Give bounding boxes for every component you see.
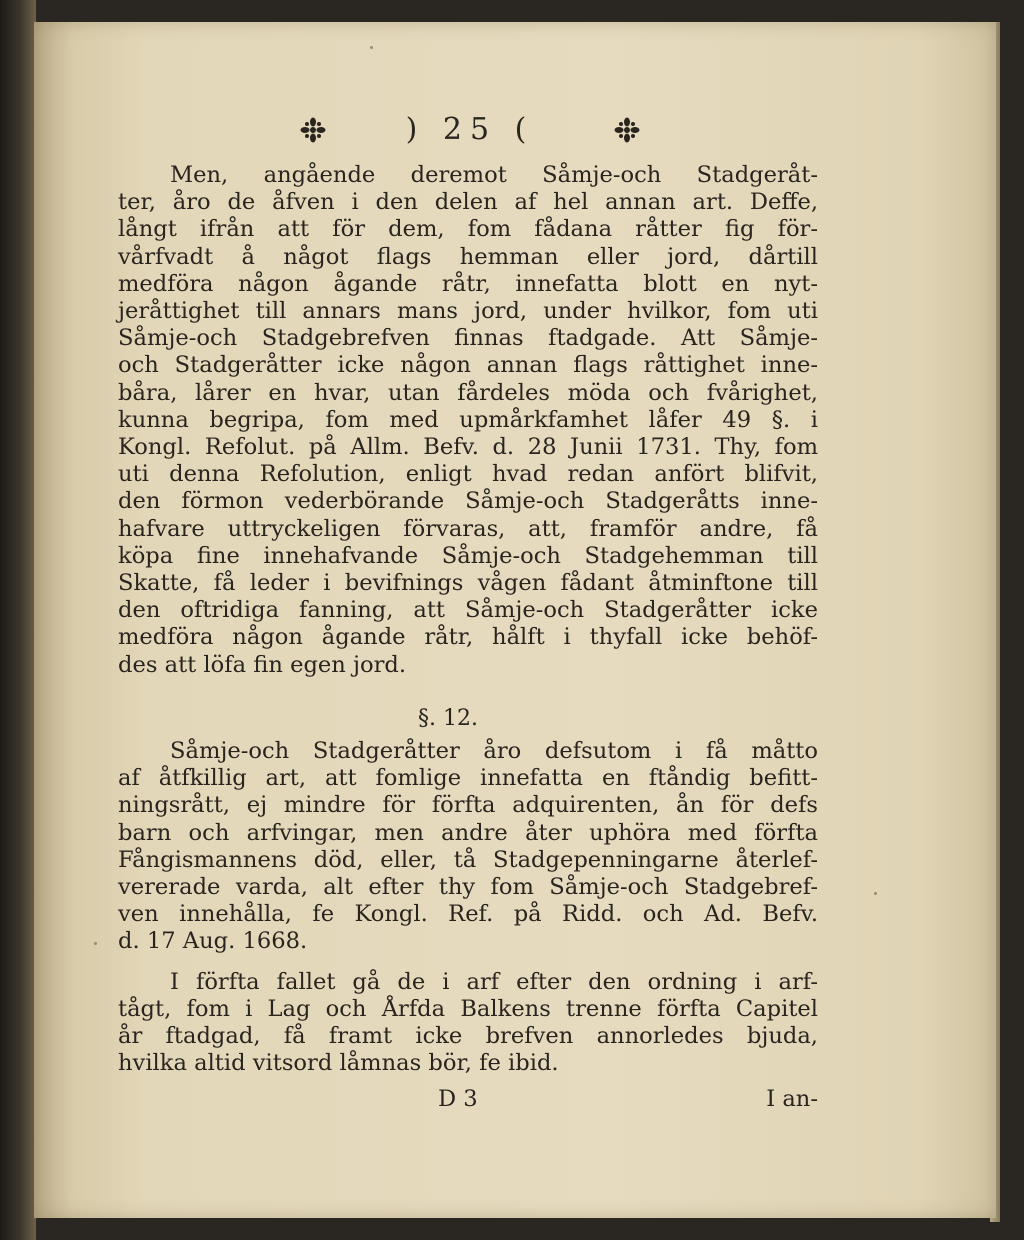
text-line: båra, lårer en hvar, utan fårdeles möda och fvårighet,: [118, 379, 818, 406]
text-line: hvilka altid vitsord låmnas bör, fe ibid.: [118, 1050, 559, 1077]
text-line: år ftadgad, få framt icke brefven annorledes bjuda,: [118, 1023, 818, 1050]
text-line: uti denna Refolution, enligt hvad redan anfört blifvit,: [118, 461, 818, 488]
text-line: d. 17 Aug. 1668.: [118, 928, 308, 955]
text-line: medföra någon ågande råtr, innefatta blott en nyt-: [118, 270, 818, 297]
text-line: ter, åro de åfven i den delen af hel annan art. Deffe,: [118, 189, 818, 216]
text-line: Men, angående deremot Såmje-och Stadgeråt-: [170, 162, 818, 188]
text-line: Såmje-och Stadgebrefven finnas ftadgade. Att Såmje-: [118, 325, 818, 352]
text-line: ningsrått, ej mindre för förfta adquirenten, ån för defs: [118, 792, 818, 819]
page-header: [300, 112, 640, 147]
text-line: medföra någon ågande råtr, hålft i thyfall icke behöf-: [118, 624, 818, 651]
paper-fleck: [94, 942, 97, 945]
text-line: Kongl. Refolut. på Allm. Befv. d. 28 Junii 1731. Thy, fom: [118, 434, 818, 461]
body-text-continued: [118, 738, 818, 1077]
flower-ornament-icon: [614, 117, 640, 143]
text-line: jeråttighet till annars mans jord, under hvilkor, fom uti: [118, 298, 818, 325]
text-line: ven innehålla, fe Kongl. Ref. på Ridd. och Ad. Befv.: [118, 901, 818, 928]
catchword: I an-: [766, 1086, 818, 1112]
paragraph-1: [118, 162, 818, 679]
text-line: Fångismannens död, eller, tå Stadgepenningarne återlef-: [118, 846, 818, 873]
text-line: tågt, fom i Lag och Årfda Balkens trenne förfta Capitel: [118, 995, 818, 1022]
section-heading: §. 12.: [418, 706, 478, 731]
text-line: hafvare uttryckeligen förvaras, att, framför andre, få: [118, 515, 818, 542]
text-line: den oftridiga fanning, att Såmje-och Stadgeråtter icke: [118, 597, 818, 624]
page-number-head: ) 25 (: [405, 112, 535, 147]
text-line: vererade varda, alt efter thy fom Såmje-och Stadgebref-: [118, 874, 818, 901]
text-line: köpa fine innehafvande Såmje-och Stadgehemman till: [118, 542, 818, 569]
body-text: [118, 162, 818, 679]
text-line: den förmon vederbörande Såmje-och Stadgeråtts inne-: [118, 488, 818, 515]
text-line: af åtfkillig art, att fomlige innefatta en ftåndig befitt-: [118, 765, 818, 792]
paper-fleck: [874, 892, 877, 895]
paragraph-2: [118, 738, 818, 956]
text-line: I förfta fallet gå de i arf efter den ordning i arf-: [170, 968, 818, 995]
paragraph-3: [118, 969, 818, 1078]
text-line: och Stadgeråtter icke någon annan flags råttighet inne-: [118, 352, 818, 379]
signature-mark: D 3: [438, 1086, 478, 1112]
book-spine: [0, 0, 36, 1240]
text-line: Skatte, få leder i bevifnings vågen fådant åtminftone till: [118, 570, 818, 597]
text-line: Såmje-och Stadgeråtter åro defsutom i få måtto: [170, 738, 818, 764]
text-line: långt ifrån att för dem, fom fådana råtter fig för-: [118, 216, 818, 243]
text-line: kunna begripa, fom med upmårkfamhet låfer 49 §. i: [118, 406, 818, 433]
text-line: des att löfa fin egen jord.: [118, 651, 407, 678]
flower-ornament-icon: [300, 117, 326, 143]
paper-fleck: [370, 46, 373, 49]
text-line: vårfvadt å något flags hemman eller jord, dårtill: [118, 243, 818, 270]
text-line: barn och arfvingar, men andre åter uphöra med förfta: [118, 819, 818, 846]
